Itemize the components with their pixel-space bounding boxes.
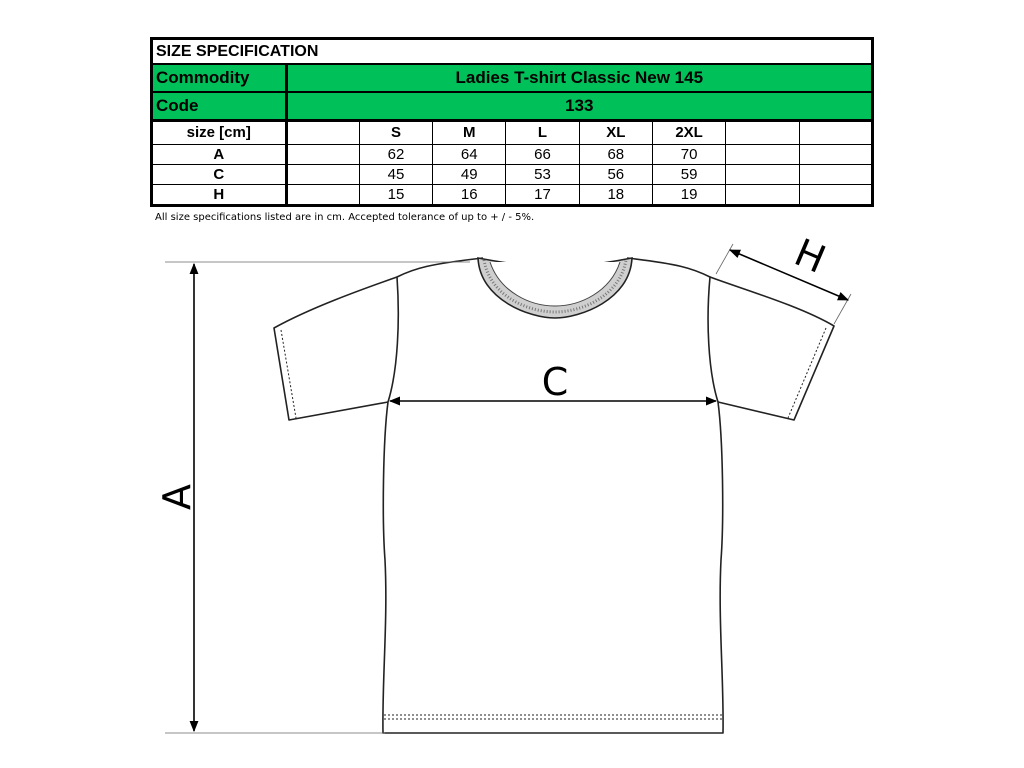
table-cell: 19 [652,185,725,206]
table-cell: 18 [579,185,652,206]
label-c: C [541,360,569,404]
table-cell: 64 [433,145,506,165]
row-label: C [152,165,287,185]
tolerance-note: All size specifications listed are in cm. Accepted tolerance of up to + / - 5%. [155,212,535,223]
table-cell: 15 [359,185,432,206]
measurement-h [716,230,851,324]
table-title: SIZE SPECIFICATION [152,39,873,65]
tshirt-outline [274,258,834,733]
row-label: H [152,185,287,206]
table-cell: 68 [579,145,652,165]
table-cell: 16 [433,185,506,206]
row-label: A [152,145,287,165]
measurement-a [155,262,470,733]
measurement-c [390,360,716,404]
size-header-cell: S [359,121,432,145]
code-label: Code [152,92,287,121]
table-cell: 45 [359,165,432,185]
size-header-label: size [cm] [152,121,287,145]
label-h: H [788,230,832,282]
table-cell: 17 [506,185,579,206]
table-cell: 62 [359,145,432,165]
table-cell: 70 [652,145,725,165]
size-header-cell: M [433,121,506,145]
commodity-label: Commodity [152,64,287,92]
table-cell: 66 [506,145,579,165]
collar-rib [478,258,632,318]
size-header-cell: L [506,121,579,145]
label-a: A [155,484,199,510]
table-cell: 59 [652,165,725,185]
code-value: 133 [286,92,872,121]
table-cell: 49 [433,165,506,185]
table-cell: 53 [506,165,579,185]
size-header-cell: XL [579,121,652,145]
commodity-value: Ladies T-shirt Classic New 145 [286,64,872,92]
size-header-cell: 2XL [652,121,725,145]
table-cell: 56 [579,165,652,185]
